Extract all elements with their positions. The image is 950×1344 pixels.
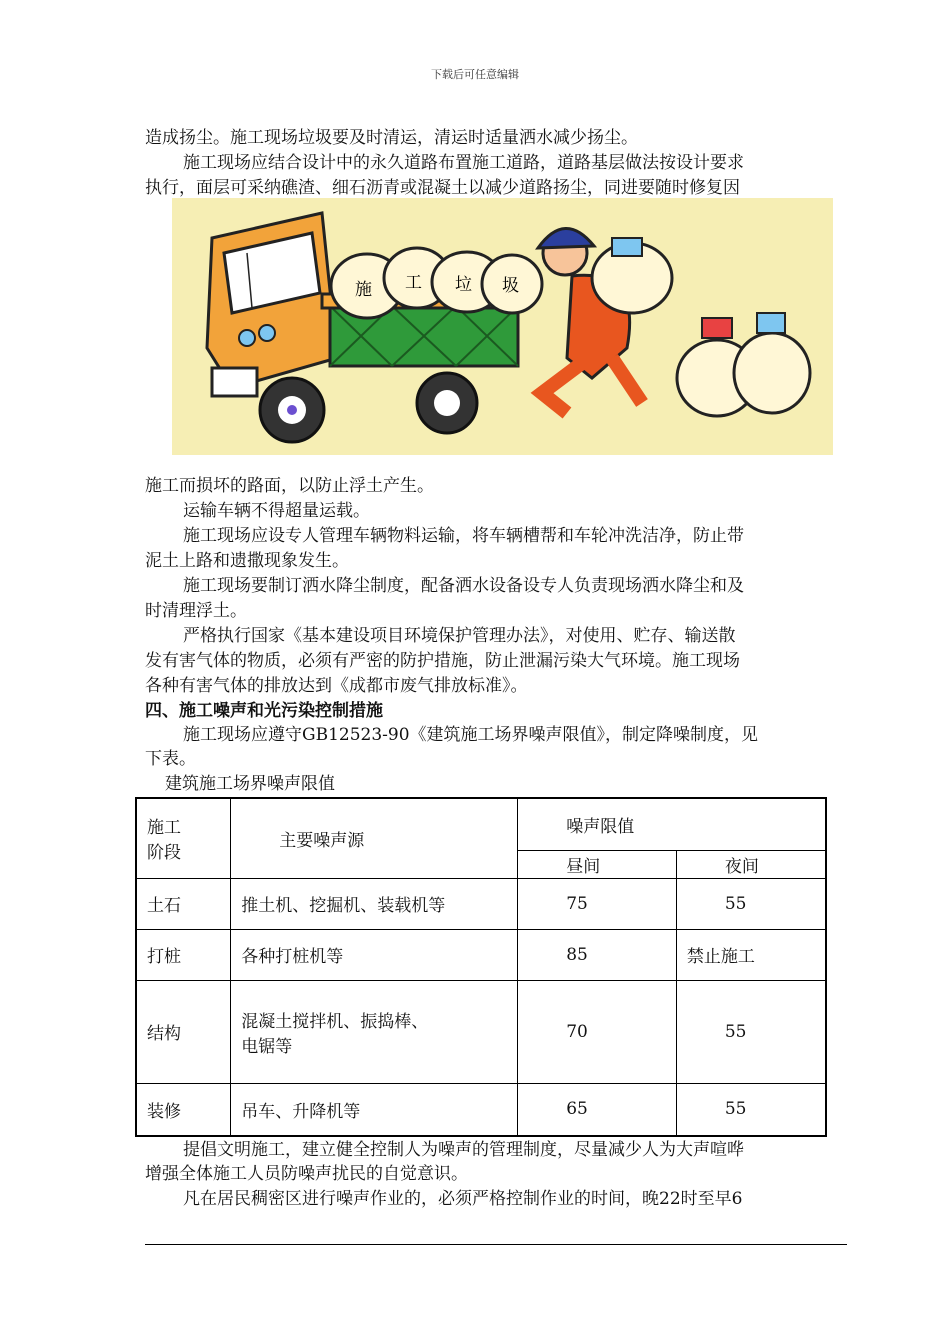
body-line: 凡在居民稠密区进行噪声作业的，必须严格控制作业的时间，晚22时至早6 — [183, 1189, 743, 1209]
body-line: 增强全体施工人员防噪声扰民的自觉意识。 — [145, 1164, 468, 1184]
cell-day: 70 — [518, 980, 677, 1083]
cell-night: 禁止施工 — [676, 929, 826, 980]
cell-day: 85 — [518, 929, 677, 980]
body-line: 发有害气体的物质，必须有严密的防护措施，防止泄漏污染大气环境。施工现场 — [145, 651, 740, 671]
table-row — [136, 1083, 826, 1136]
cell-source: 各种打桩机等 — [231, 929, 518, 980]
footer-rule — [145, 1244, 847, 1245]
bag-label: 工 — [405, 273, 422, 293]
cell-stage: 装修 — [136, 1083, 231, 1136]
body-line: 施工现场应结合设计中的永久道路布置施工道路，道路基层做法按设计要求 — [183, 153, 744, 173]
cell-source: 吊车、升降机等 — [231, 1083, 518, 1136]
body-line: 运输车辆不得超量运载。 — [183, 501, 370, 521]
section-title: 四、施工噪声和光污染控制措施 — [145, 701, 383, 721]
noise-limit-table — [135, 797, 827, 1137]
header-day: 昼间 — [518, 850, 677, 878]
cell-stage: 结构 — [136, 980, 231, 1083]
cell-night: 55 — [676, 1083, 826, 1136]
cell-stage: 打桩 — [136, 929, 231, 980]
page-header: 下载后可任意编辑 — [431, 68, 519, 81]
body-line: 时清理浮土。 — [145, 601, 247, 621]
garbage-truck-illustration — [172, 198, 833, 455]
body-line: 施工而损坏的路面，以防止浮土产生。 — [145, 476, 434, 496]
body-line: 造成扬尘。施工现场垃圾要及时清运，清运时适量洒水减少扬尘。 — [145, 128, 638, 148]
header-stage: 施工 阶段 — [136, 798, 231, 878]
body-line: 严格执行国家《基本建设项目环境保护管理办法》，对使用、贮存、输送散 — [183, 626, 736, 646]
table-row — [136, 878, 826, 929]
header-night: 夜间 — [676, 850, 826, 878]
cell-day: 65 — [518, 1083, 677, 1136]
table-row — [136, 929, 826, 980]
bag-label: 施 — [355, 280, 372, 300]
header-source: 主要噪声源 — [231, 798, 518, 878]
bag-label: 圾 — [502, 276, 519, 296]
body-line: 下表。 — [145, 749, 196, 769]
body-line: 施工现场应设专人管理车辆物料运输，将车辆槽帮和车轮冲洗洁净，防止带 — [183, 526, 744, 546]
body-line: 施工现场要制订洒水降尘制度，配备洒水设备设专人负责现场洒水降尘和及 — [183, 576, 744, 596]
body-line: 执行，面层可采纳礁渣、细石沥青或混凝土以减少道路扬尘，同进要随时修复因 — [145, 178, 740, 198]
bag-label: 垃 — [455, 275, 472, 295]
cell-source: 推土机、挖掘机、装载机等 — [231, 878, 518, 929]
body-line: 泥土上路和遗撒现象发生。 — [145, 551, 349, 571]
table-caption: 建筑施工场界噪声限值 — [165, 774, 335, 794]
body-line: 提倡文明施工，建立健全控制人为噪声的管理制度，尽量减少人为大声喧哗 — [183, 1140, 744, 1160]
header-limit: 噪声限值 — [518, 798, 826, 850]
cell-night: 55 — [676, 878, 826, 929]
cell-night: 55 — [676, 980, 826, 1083]
table-row — [136, 980, 826, 1083]
cell-stage: 土石 — [136, 878, 231, 929]
body-line: 施工现场应遵守GB12523-90《建筑施工场界噪声限值》，制定降噪制度，见 — [183, 725, 759, 745]
cell-day: 75 — [518, 878, 677, 929]
body-line: 各种有害气体的排放达到《成都市废气排放标准》。 — [145, 676, 528, 696]
cell-source: 混凝土搅拌机、振捣棒、 电锯等 — [231, 980, 518, 1083]
